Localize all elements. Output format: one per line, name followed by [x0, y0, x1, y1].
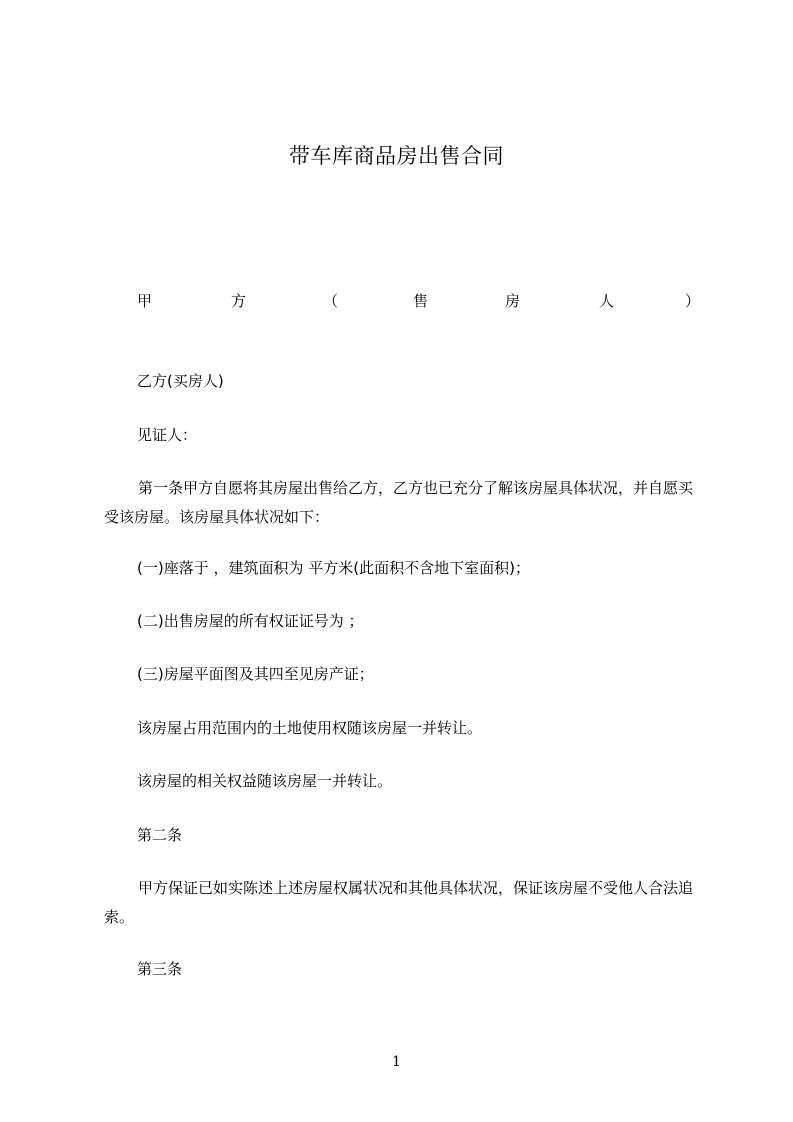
page-number: 1 — [392, 1054, 401, 1070]
party-a-char: 方 — [231, 292, 247, 310]
article-2-heading: 第二条 — [137, 826, 183, 844]
item-2-line: (二)出售房屋的所有权证证号为 ； — [137, 612, 364, 630]
party-a-char: 甲 — [137, 292, 153, 310]
rights-line: 该房屋的相关权益随该房屋一并转让。 — [137, 772, 393, 790]
party-a-char: 房 — [505, 292, 521, 310]
party-a-char: （ — [323, 292, 339, 310]
item-1-line: (一)座落于 ，建筑面积为 平方米(此面积不含地下室面积)； — [137, 559, 530, 577]
article-3-heading: 第三条 — [137, 960, 183, 978]
land-use-line: 该房屋占用范围内的土地使用权随该房屋一并转让。 — [137, 719, 483, 737]
party-a-char: 人 — [599, 292, 615, 310]
article-2-paragraph: 甲方保证已如实陈述上述房屋权属状况和其他具体状况，保证该房屋不受他人合法追索。 — [104, 879, 694, 926]
party-a-char: ） — [685, 292, 701, 310]
party-a-char: 售 — [413, 292, 429, 310]
item-3-line: (三)房屋平面图及其四至见房产证； — [137, 665, 374, 683]
witness-line: 见证人： — [137, 426, 198, 444]
party-b-line: 乙方(买房人) — [137, 372, 224, 390]
party-a-line — [137, 290, 705, 312]
document-title: 带车库商品房出售合同 — [289, 144, 504, 168]
article-1-paragraph: 第一条甲方自愿将其房屋出售给乙方，乙方也已充分了解该房屋具体状况，并自愿买受该房屋。该房屋具体状况如下： — [104, 479, 694, 526]
